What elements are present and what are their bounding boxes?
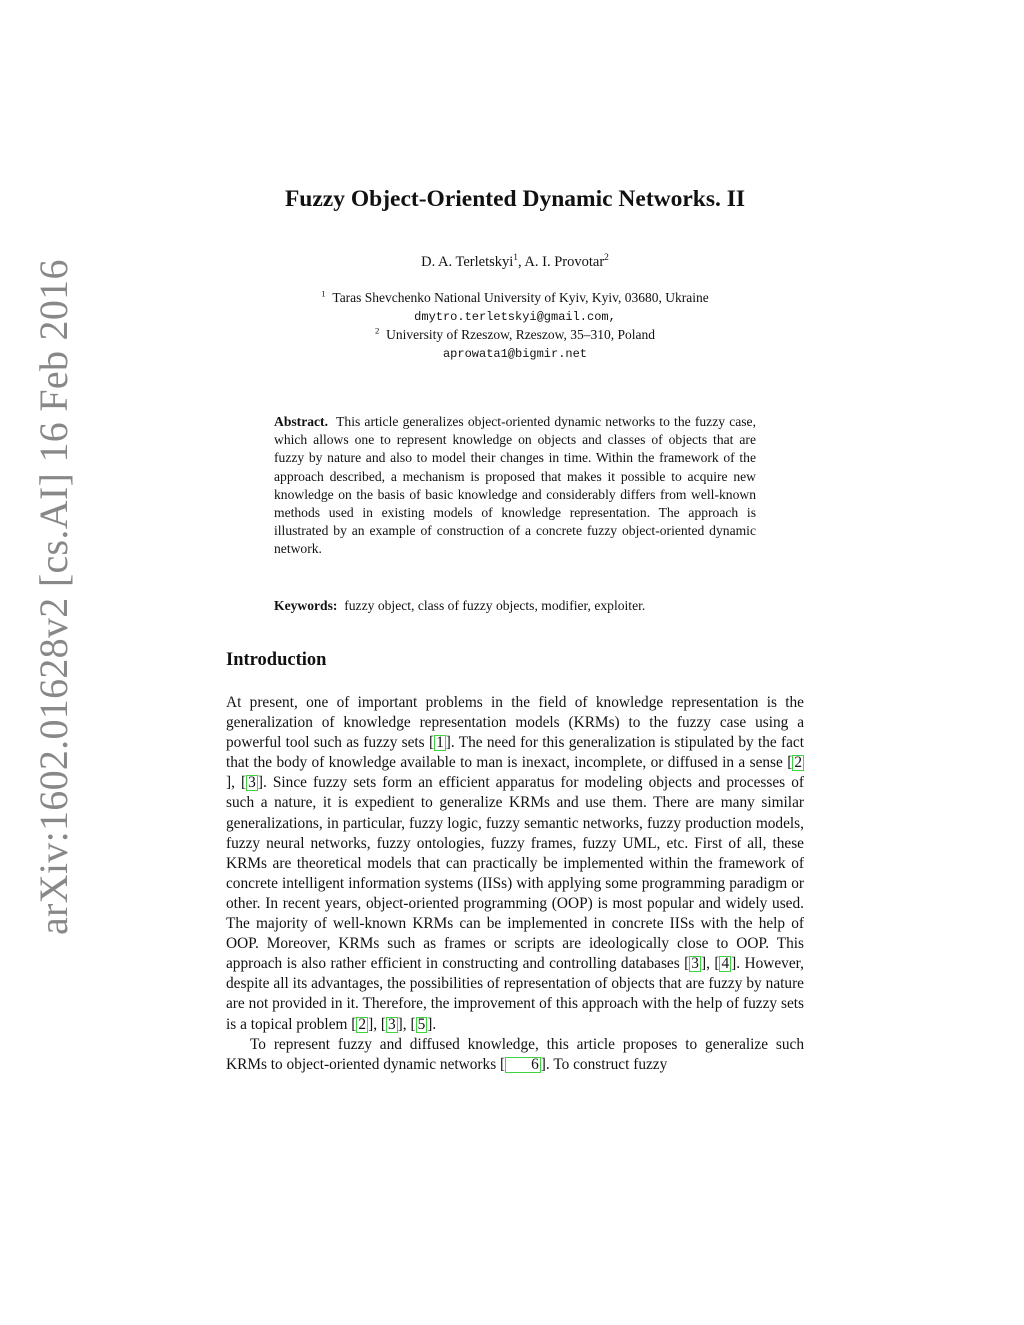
abstract-label: Abstract. (274, 414, 328, 429)
paragraph: At present, one of important problems in the field of knowledge representation is the generalization of knowledge representation models (KRMs) to the fuzzy case using a powerful tool such as fuzzy sets [ 1 ]. The need for this generalization is stipulated by the fact that the body of knowledge available to man is inexact, incomplete, or diffused in a sense [ 2], [ 3 ]. Since fuzzy sets form an efficient apparatus for modeling objects and processes of such a nature, it is expedient to generalize KRMs and use them. There are many similar generalizations, in particular, fuzzy logic, fuzzy semantic networks, fuzzy production models, fuzzy neural networks, fuzzy ontologies, fuzzy frames, fuzzy UML, etc. First of all, these KRMs are theoretical models that can practically be implemented within the framework of concrete intelligent information systems (IISs) with applying some programming paradigm or other. In recent years, object-oriented programming (OOP) is most popular and widely used. The majority of well-known KRMs can be implemented in concrete IISs with the help of OOP. Moreover, KRMs such as frames or scripts are ideologically close to OOP. This approach is also rather efficient in constructing and controlling databases [ 3 ], [ 4 ]. However, despite all its advantages, the possibilities of representation of objects that are fuzzy by nature are not provided in it. Therefore, the improvement of this approach with the help of fuzzy sets is a topical problem [ 2 ], [ 3 ], [ 5 ]. (226, 694, 805, 1033)
citation-link[interactable]: 3 (388, 1015, 396, 1033)
paragraph: To represent fuzzy and diffused knowledge, this article proposes to generalize such KRMs to object-oriented dynamic networks [ 6 ]. To construct fuzzy (226, 1035, 804, 1073)
affiliation-text: University of Rzeszow, Rzeszow, 35–310, Poland (386, 327, 656, 342)
affiliation-mark: 2 (374, 325, 380, 336)
text-run: , (373, 1015, 381, 1033)
introduction-body (226, 693, 804, 1075)
abstract-text: This article generalizes object-oriented dynamic networks to the fuzzy case, which allows one to represent knowledge on objects and classes of objects that are fuzzy by nature and also to model their changes in time. Within the framework of the approach described, a mechanism is proposed that makes it possible to acquire new knowledge on the basis of basic knowledge and considerably differs from well-known methods used in existing models of knowledge representation. The approach is illustrated by an example of construction of a concrete fuzzy object-oriented dynamic network. (274, 414, 756, 557)
author-mark: 1 (513, 253, 518, 264)
citation-link[interactable]: 3 (248, 774, 256, 792)
text-run: To represent fuzzy and diffused knowledge, this article proposes to generalize such KRMs to object-oriented dynamic networks (226, 1035, 804, 1073)
author-mark: 2 (604, 253, 609, 264)
author-email[interactable]: dmytro.terletskyi@gmail.com, (414, 310, 616, 324)
author-email[interactable]: aprowata1@bigmir.net (442, 347, 588, 361)
text-run: . (432, 1015, 437, 1033)
text-run: At present, one of important problems in the field of knowledge representation is the generalization of knowledge representation models (KRMs) to the fuzzy case using a powerful tool such as fuzzy sets (226, 694, 804, 752)
citation-link[interactable]: 2 (794, 754, 802, 772)
keywords-label: Keywords: (274, 598, 338, 613)
citation-link[interactable]: 5 (417, 1015, 426, 1033)
citation-link[interactable]: 6 (505, 1057, 541, 1073)
affiliation (226, 327, 804, 343)
keywords (274, 597, 756, 615)
section-title: Introduction (226, 650, 327, 670)
text-run: . Since fuzzy sets form an efficient apparatus for modeling objects and processes of such a nature, it is expedient to generalize KRMs and use them. There are many similar generalizations, in particular, fuzzy logic, fuzzy semantic networks, fuzzy production models, fuzzy neural networks, fuzzy ontologies, fuzzy frames, fuzzy UML, etc. First of all, these KRMs are theoretical models that can practically be implemented within the framework of concrete intelligent information systems (IISs) with applying some programming paradigm or other. In recent years, object-oriented programming (OOP) is most popular and widely used. The majority of well-known KRMs can be implemented in concrete IISs with the help of OOP. Moreover, KRMs such as frames or scripts are ideologically close to OOP. This approach is also rather efficient in constructing and controlling databases (226, 774, 805, 973)
arxiv-identifier: arXiv:1602.01628v2 [cs.AI] 16 Feb 2016 (31, 259, 76, 935)
abstract (274, 413, 756, 559)
author-name: A. I. Provotar (524, 254, 605, 270)
author-list: D. A. Terletskyi$^1$, A. I. Provotar$^2$ (421, 253, 609, 270)
text-run: . However, despite all its advantages, the possibilities of representation of objects that are fuzzy by nature are not provided in it. Therefore, the improvement of this approach with the help of fuzzy sets is a topical problem (226, 955, 804, 1033)
citation-link[interactable]: 1 (436, 734, 444, 752)
text-run: . To construct fuzzy (545, 1055, 668, 1073)
keywords-text: fuzzy object, class of fuzzy objects, modifier, exploiter. (344, 598, 646, 613)
paper-title: Fuzzy Object-Oriented Dynamic Networks. II (284, 186, 746, 212)
affiliation (226, 290, 804, 306)
affiliation-mark: 1 (321, 288, 326, 299)
citation-link[interactable]: 3 (691, 955, 699, 973)
text-run: , (402, 1015, 411, 1033)
text-run: , (706, 955, 715, 973)
citation-link[interactable]: 2 (358, 1015, 367, 1033)
affiliation-text: Taras Shevchenko National University of Kyiv, Kyiv, 03680, Ukraine (332, 290, 709, 305)
author-name: D. A. Terletskyi (421, 254, 514, 270)
text-run: . The need for this generalization is stipulated by the fact that the body of knowledge available to man is inexact, incomplete, or diffused in a sense (226, 734, 804, 772)
citation-link[interactable]: 4 (721, 955, 730, 973)
text-run: , (231, 774, 242, 792)
